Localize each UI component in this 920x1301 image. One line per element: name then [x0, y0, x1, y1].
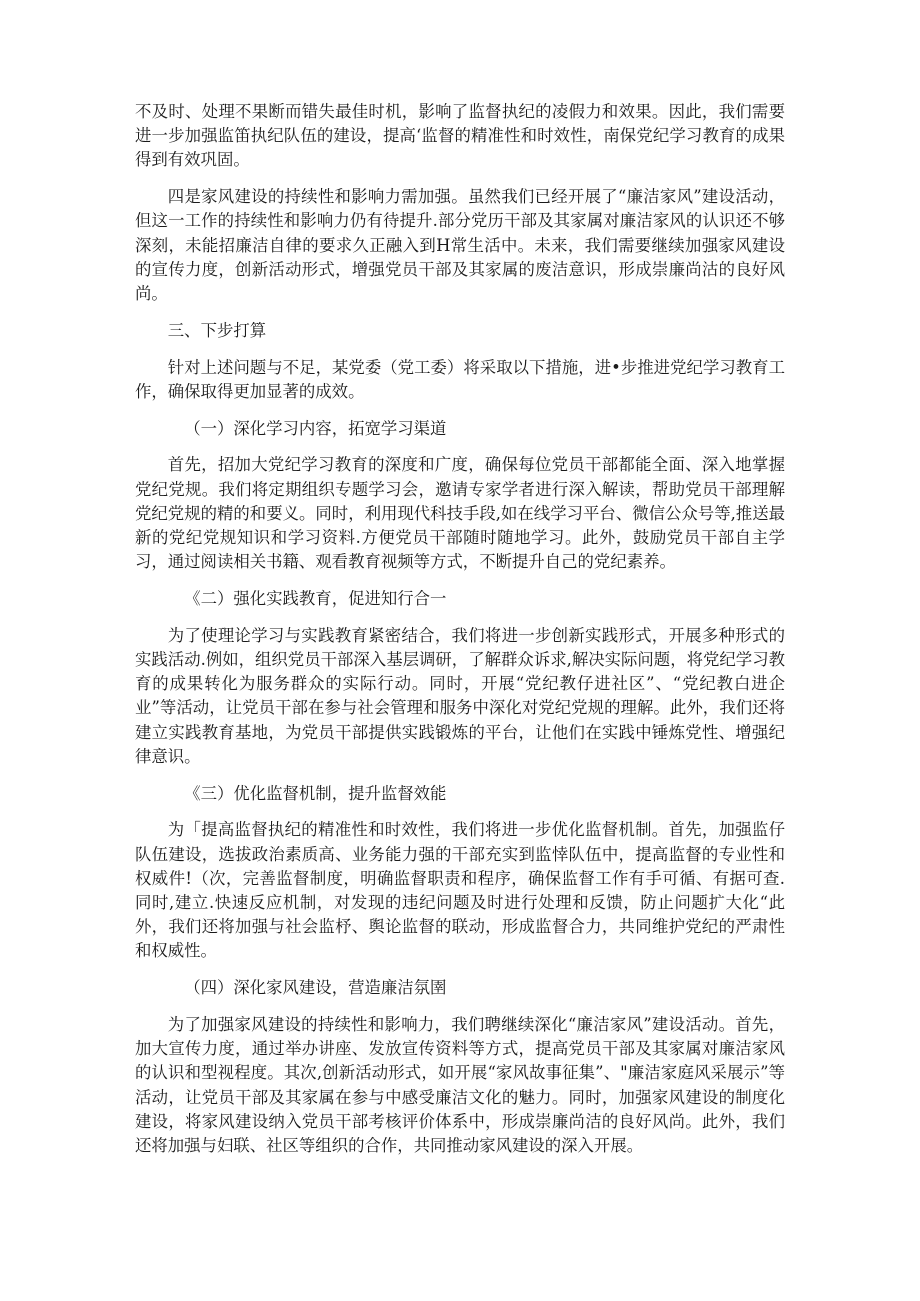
subheading-practice-education: 《二）强化实践教育，促进知行合一	[184, 589, 447, 609]
paragraph-deepen-learning: 首先，招加大党纪学习教育的深度和广度，确保每位党员干部都能全面、深入地掌握党纪党规。我们将定期组织专题学习会，邀请专家学者进行深入解读，帮助党员干部理解党纪党规的精的和要义。同时，利用现代科技手段,如在线学习平台、微信公众号等,推送最新的党纪党规知识和学习资料.方便党员干部随时随地学习。此外，鼓励党员干部自主学习，通过阅读相关书籍、观看教育视频等方式，不断提升自己的党纪素养。	[135, 455, 785, 572]
subheading-family-style: （四）深化家风建设，营造廉洁氛圉	[184, 978, 447, 998]
paragraph-family-style: 为了加强家风建设的持续性和影响力，我们聘继续深化“廉洁家风”建设活动。首先，加大宣传力度，通过举办讲座、发放宣传资料等方式，提高党员干部及其家属对廉洁家风的认识和型视程度。其次,创新活动形式，如开展“家风故事征集”、"廉洁家庭风采展示”等活动，让党员干部及其家属在参与中感受廉洁文化的魅力。同时，加强家风建设的制度化建设，将家风建设纳入党员干部考核评价体系中，形成崇廉尚洁的良好风尚。此外，我们还将加强与妇联、社区等组织的合作，共同推动家风建设的深入开展。	[135, 1015, 785, 1156]
paragraph-continuation: 不及时、处理不果断而错失最佳时机，影响了监督执纪的凌假力和效果。因此，我们需要进一步加强监笛执纪队伍的建设，提高‘监督的精准性和时效性，南保党纪学习教育的成果得到有效巩固。	[135, 102, 785, 170]
paragraph-practice-education: 为了使理论学习与实践教育紧密结合，我们将进一步创新实践形式，开展多种形式的实践活动.例如，组织党员干部深入基层调研，了解群众诉求,解决实际问题，将党纪学习教育的成果转化为服务群众的实际行动。同时，开展“党纪教仔进社区”、“党纪教白进企业”等活动，让党员干部在参与社会管理和服务中深化对党纪党规的理解。此外，我们还将建立实践教育基地，为党员干部提供实践锻炼的平台，让他们在实践中锤炼党性、增强纪律意识。	[135, 625, 785, 766]
paragraph-supervision-mechanism: 为「提高监督执纪的精准性和时效性，我们将进一步优化监督机制。首先，加强监仔队伍建设，选拔政治素质高、业务能力强的干部充实到监悻队伍中，提高监督的专业性和权威件!（次，完善监督制度，明确监督职责和程序，确保监督工作有手可循、有据可查.同时,建立.快速反应机制，对发现的违纪问题及时进行处理和反馈，防止问题扩大化“此外，我们还将加强与社会监杼、舆论监督的联动，形成监督合力，共同维护党纪的严肃性和权威性。	[135, 820, 785, 961]
paragraph-family-style-issue: 四是家风建设的持续性和影响力需加强。虽然我们已经开展了“廉洁家风”建设活动，但这一工作的持续性和影响力仍有待提升.部分党历干部及其家属对廉洁家风的认识还不够深刻，未能招廉洁自律的要求久正融入到H常生活中。未来，我们需要继续加强家风建设的宣传力度，创新活动形式，增强党员干部及其家属的废洁意识，形成崇廉尚沽的良好风尚。	[135, 187, 785, 304]
paragraph-measures-intro: 针对上述问题与不足，某党委（党工委）将采取以下措施，进•步推进党纪学习教育工作，确保取得更加显著的成效。	[135, 357, 785, 401]
document-body	[135, 100, 785, 1171]
subheading-supervision-mechanism: 《三）优化监督机制，提升监督效能	[184, 783, 447, 803]
section-heading-next-steps: 三、下步打算	[167, 320, 267, 340]
subheading-deepen-learning: （一）深化学习内容，拓宽学习渠道	[184, 418, 447, 438]
